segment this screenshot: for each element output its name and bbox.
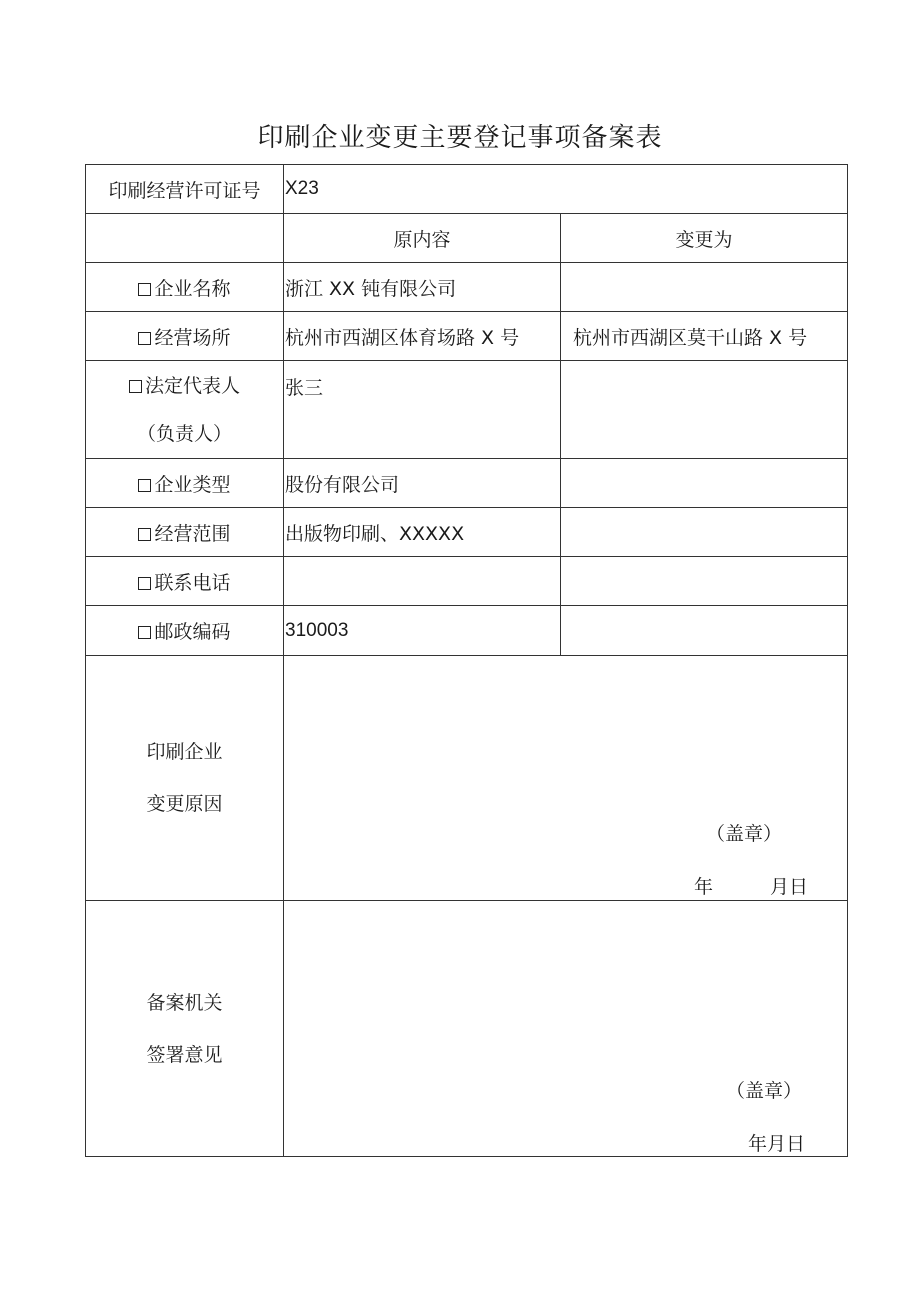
contact-phone-changed-field[interactable] (561, 557, 848, 606)
filing-form-table (85, 164, 848, 1157)
company-type-checkbox[interactable] (138, 479, 151, 492)
business-scope-checkbox[interactable] (138, 528, 151, 541)
company-type-label-cell (86, 459, 284, 508)
company-type-changed-field[interactable] (561, 459, 848, 508)
postal-code-changed-field[interactable] (561, 606, 848, 656)
approval-date-text: 年月日 (748, 1133, 806, 1155)
table-row-business-scope (86, 508, 848, 557)
approval-seal-text: （盖章） (726, 1080, 803, 1102)
column-header-row (86, 214, 848, 263)
contact-phone-checkbox[interactable] (138, 577, 151, 590)
approval-label-line1: 备案机关 (146, 991, 223, 1014)
company-type-label: 企业类型 (154, 473, 231, 496)
business-scope-label: 经营范围 (154, 522, 231, 545)
contact-phone-original-field[interactable] (284, 557, 561, 606)
legal-rep-label-cell (86, 361, 284, 459)
license-row (86, 165, 848, 214)
legal-rep-checkbox[interactable] (129, 380, 142, 393)
premises-checkbox[interactable] (138, 332, 151, 345)
table-row-change-reason (86, 656, 848, 901)
license-label: 印刷经营许可证号 (86, 165, 284, 214)
legal-rep-label-line1-wrap (86, 362, 283, 410)
table-row-postal-code (86, 606, 848, 656)
contact-phone-label-cell (86, 557, 284, 606)
company-type-original-field[interactable]: 股份有限公司 (284, 459, 561, 508)
approval-label-line2: 签署意见 (146, 1043, 223, 1066)
legal-rep-label: 法定代表人 (144, 374, 240, 397)
page-title: 印刷企业变更主要登记事项备案表 (257, 123, 663, 153)
header-changed-to: 变更为 (561, 214, 848, 263)
change-reason-seal-text: （盖章） (706, 823, 783, 845)
company-name-changed-field[interactable] (561, 263, 848, 312)
table-row-business-premises (86, 312, 848, 361)
table-row-approval-opinion (86, 901, 848, 1157)
change-reason-label-line2: 变更原因 (146, 793, 223, 815)
postal-code-checkbox[interactable] (138, 626, 151, 639)
table-row-company-type (86, 459, 848, 508)
header-original-content: 原内容 (284, 214, 561, 263)
change-reason-date-month-day: 月日 (770, 876, 809, 898)
table-row-legal-representative (86, 361, 848, 459)
postal-code-label-cell (86, 606, 284, 656)
approval-opinion-field[interactable] (284, 901, 848, 1157)
postal-code-original-field[interactable]: 310003 (284, 606, 561, 656)
company-name-label: 企业名称 (154, 277, 231, 300)
premises-label: 经营场所 (154, 326, 231, 349)
business-scope-label-cell (86, 508, 284, 557)
company-name-checkbox[interactable] (138, 283, 151, 296)
legal-rep-changed-field[interactable] (561, 361, 848, 459)
approval-label-cell (86, 901, 284, 1157)
business-scope-original-field[interactable]: 出版物印刷、XXXXX (284, 508, 561, 557)
table-row-company-name (86, 263, 848, 312)
header-empty-cell (86, 214, 284, 263)
table-row-contact-phone (86, 557, 848, 606)
change-reason-label-line1: 印刷企业 (146, 741, 223, 763)
contact-phone-label: 联系电话 (154, 571, 231, 594)
legal-rep-original-field[interactable]: 张三 (284, 361, 561, 459)
premises-original-field[interactable]: 杭州市西湖区体育场路 X 号 (284, 312, 561, 361)
change-reason-field[interactable] (284, 656, 848, 901)
change-reason-date-year: 年 (694, 876, 714, 898)
company-name-original-field[interactable]: 浙江 XX 钝有限公司 (284, 263, 561, 312)
business-scope-changed-field[interactable] (561, 508, 848, 557)
company-name-label-cell (86, 263, 284, 312)
postal-code-label: 邮政编码 (154, 621, 231, 643)
premises-label-cell (86, 312, 284, 361)
license-number-field[interactable]: X23 (284, 165, 848, 214)
legal-rep-label-line2: （负责人） (136, 422, 232, 445)
premises-changed-field[interactable]: 杭州市西湖区莫干山路 X 号 (561, 312, 848, 361)
change-reason-label-cell (86, 656, 284, 901)
